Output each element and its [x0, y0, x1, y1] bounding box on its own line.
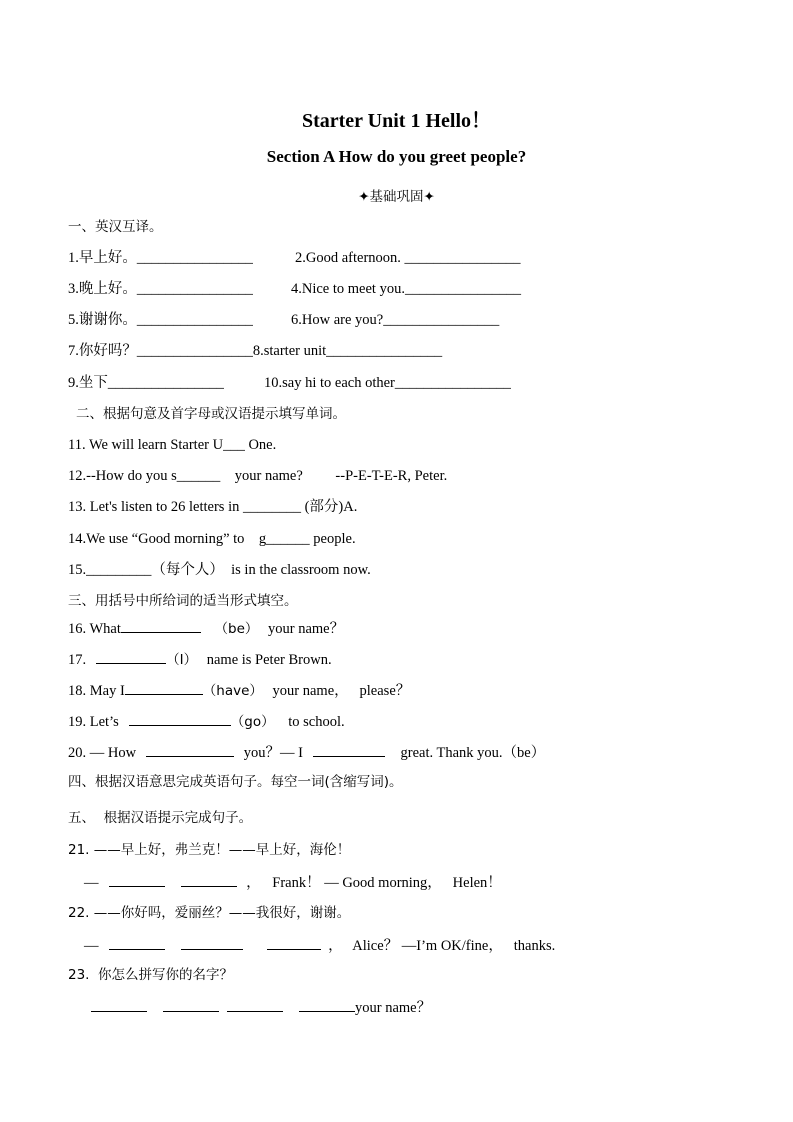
q23-prompt: 23. 你怎么拼写你的名字？	[68, 967, 234, 983]
q20-pre: 20. — How	[68, 745, 137, 761]
part1-item-10: 10.say hi to each other________________	[264, 375, 511, 391]
q23-blank-4[interactable]	[299, 997, 355, 1012]
page-title: Starter Unit 1 Hello！	[301, 110, 492, 132]
q18-hint: （have）	[202, 683, 263, 699]
q21-comma: ，	[246, 875, 261, 891]
part2-item-13: 13. Let's listen to 26 letters in ________ (部分)A.	[68, 499, 358, 515]
part1-item-4: 4.Nice to meet you.________________	[291, 281, 521, 297]
q21-answer-line	[84, 872, 502, 892]
q20-blank-2[interactable]	[313, 742, 385, 757]
q19-pre: 19. Let’s	[68, 714, 119, 730]
part3-item-16	[68, 618, 344, 638]
q23-blank-1[interactable]	[91, 997, 147, 1012]
q22-blank-1[interactable]	[109, 935, 165, 950]
part2-item-12: 12.--How do you s______ your name? --P-E-T-E-R, Peter.	[68, 468, 448, 484]
part1-item-2: 2.Good afternoon. ________________	[295, 250, 521, 266]
q21-blank-1[interactable]	[109, 872, 165, 887]
q22-dash: —	[84, 938, 99, 954]
part1-heading: 一、英汉互译。	[68, 219, 163, 235]
q21-dash: —	[84, 875, 99, 891]
q17-post: name is Peter Brown.	[206, 652, 332, 668]
q19-post: to school.	[288, 714, 345, 730]
part2-heading: 二、根据句意及首字母或汉语提示填写单词。	[76, 406, 346, 422]
part5-heading: 五、 根据汉语提示完成句子。	[68, 810, 253, 826]
part2-item-14: 14.We use “Good morning” to g______ people.	[68, 531, 356, 547]
q23-answer-line	[91, 997, 431, 1017]
part1-item-3: 3.晚上好。________________	[68, 281, 253, 297]
q22-blank-3[interactable]	[267, 935, 321, 950]
part1-item-6: 6.How are you?________________	[291, 312, 500, 328]
part3-item-19	[68, 711, 345, 731]
part3-item-18	[68, 680, 410, 700]
q21-prompt: 21. ——早上好，弗兰克！——早上好，海伦！	[68, 842, 351, 858]
q16-blank[interactable]	[121, 618, 201, 633]
part2-item-15: 15._________（每个人） is in the classroom now.	[68, 562, 371, 578]
q22-blank-2[interactable]	[181, 935, 243, 950]
q23-blank-2[interactable]	[163, 997, 219, 1012]
part3-heading: 三、用括号中所给词的适当形式填空。	[68, 593, 298, 609]
part3-item-20	[68, 742, 545, 762]
q18-blank[interactable]	[125, 680, 203, 695]
q20-mid: you？— I	[243, 745, 303, 761]
q16-pre: 16. What	[68, 621, 121, 637]
part1-item-1: 1.早上好。________________	[68, 250, 253, 266]
q21-en: Frank！ — Good morning， Helen！	[272, 875, 502, 891]
q19-blank[interactable]	[129, 711, 231, 726]
section-title: Section A How do you greet people?	[266, 147, 527, 166]
part1-item-5: 5.谢谢你。________________	[68, 312, 253, 328]
q22-comma: ，	[328, 938, 343, 954]
q20-blank-1[interactable]	[146, 742, 234, 757]
q19-hint: （go）	[230, 714, 275, 730]
q23-blank-3[interactable]	[227, 997, 283, 1012]
part2-item-11: 11. We will learn Starter U___ One.	[68, 437, 277, 453]
part3-item-17	[68, 649, 332, 669]
q18-post: your name， please？	[272, 683, 411, 699]
q17-pre: 17.	[68, 652, 87, 668]
q18-pre: 18. May I	[68, 683, 125, 699]
q20-post: great. Thank you.（be）	[400, 745, 546, 761]
part1-item-9: 9.坐下________________	[68, 375, 224, 391]
q23-en: your name？	[355, 1000, 432, 1016]
q17-hint: （I）	[166, 652, 198, 668]
q22-answer-line	[84, 935, 555, 955]
part4-heading: 四、根据汉语意思完成英语句子。每空一词(含缩写词)。	[68, 774, 403, 790]
q17-blank[interactable]	[96, 649, 166, 664]
q22-en: Alice？ —I’m OK/fine， thanks.	[352, 938, 556, 954]
q16-post: your name？	[268, 621, 345, 637]
q16-hint: （be）	[214, 621, 259, 637]
section-badge: ✦基础巩固✦	[358, 189, 435, 205]
q21-blank-2[interactable]	[181, 872, 237, 887]
part1-item-7-8: 7.你好吗？________________8.starter unit________________	[68, 343, 443, 359]
q22-prompt: 22. ——你好吗，爱丽丝？——我很好，谢谢。	[68, 905, 351, 921]
